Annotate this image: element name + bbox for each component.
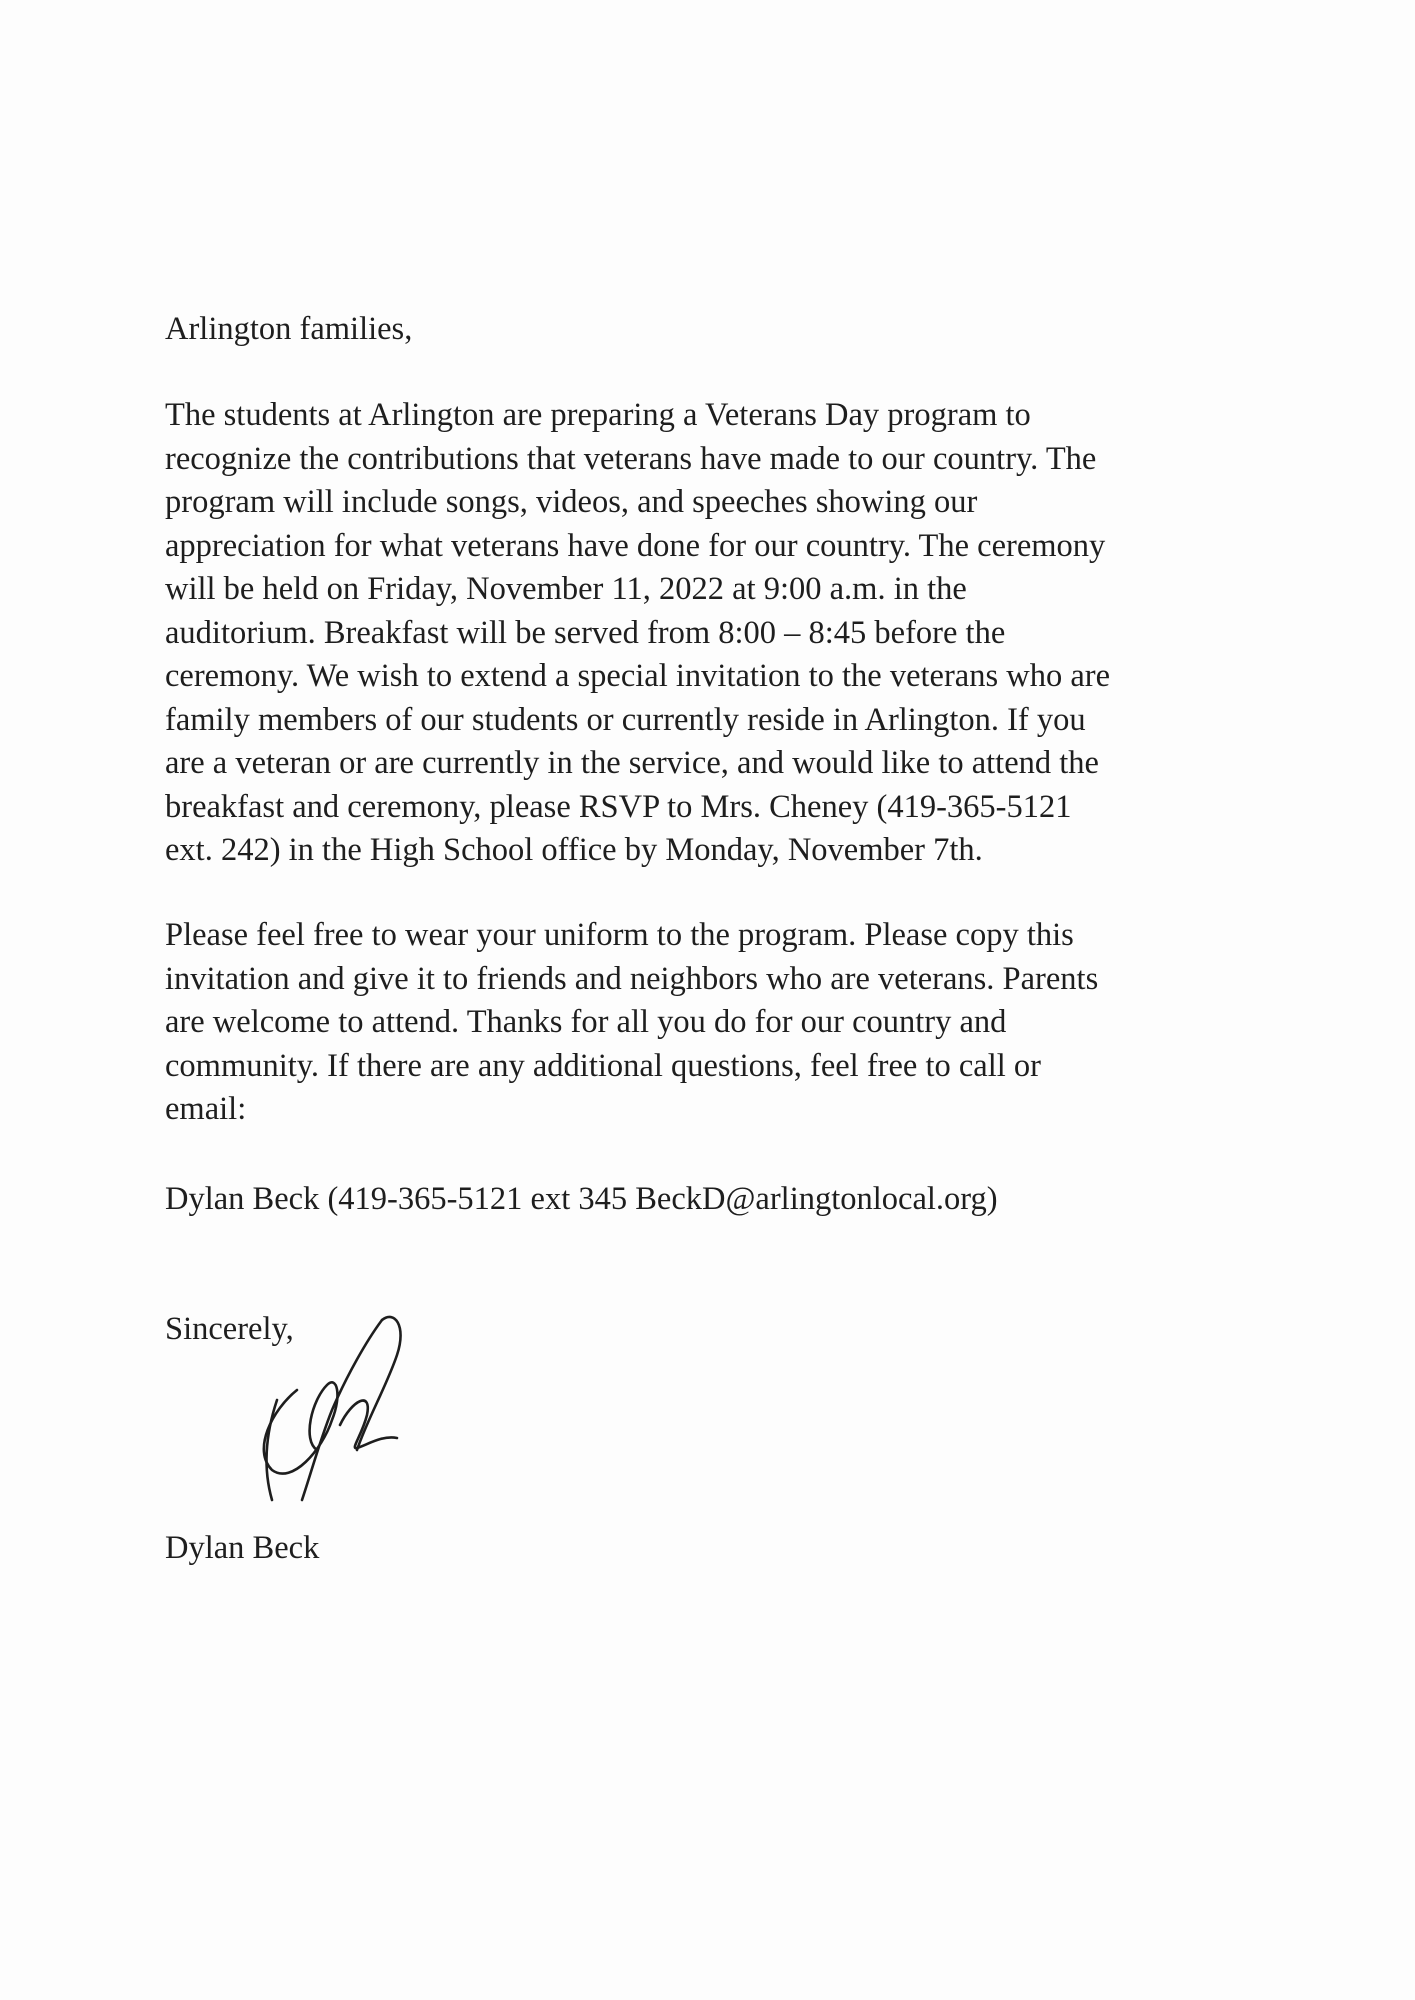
paragraph-line: program will include songs, videos, and speeches showing our: [165, 484, 978, 520]
paragraph-line: are a veteran or are currently in the service, and would like to attend the: [165, 745, 1099, 781]
paragraph-line: family members of our students or currently reside in Arlington. If you: [165, 701, 1086, 738]
paragraph-line: auditorium. Breakfast will be served from 8:00 – 8:45 before the: [165, 614, 1006, 651]
greeting: Arlington families,: [165, 311, 413, 347]
signature-icon: [232, 1300, 422, 1520]
paragraph-line: appreciation for what veterans have done for our country. The ceremony: [165, 527, 1106, 564]
signer-name: Dylan Beck: [165, 1530, 320, 1566]
paragraph-invitation: [165, 394, 1110, 873]
paragraph-line: recognize the contributions that veterans have made to our country. The: [165, 440, 1097, 477]
paragraph-line: Please feel free to wear your uniform to the program. Please copy this: [165, 917, 1074, 953]
paragraph-line: invitation and give it to friends and neighbors who are veterans. Parents: [165, 960, 1099, 997]
paragraph-line: ceremony. We wish to extend a special invitation to the veterans who are: [165, 658, 1110, 694]
paragraph-line: ext. 242) in the High School office by Monday, November 7th.: [165, 832, 983, 868]
contact-info: Dylan Beck (419-365-5121 ext 345 BeckD@arlingtonlocal.org): [165, 1181, 998, 1217]
paragraph-line: community. If there are any additional questions, feel free to call or: [165, 1047, 1041, 1084]
paragraph-line: The students at Arlington are preparing a Veterans Day program to: [165, 397, 1031, 433]
paragraph-line: email:: [165, 1091, 247, 1127]
paragraph-line: will be held on Friday, November 11, 2022 at 9:00 a.m. in the: [165, 571, 967, 607]
closing: Sincerely,: [165, 1311, 294, 1347]
paragraph-details: [165, 914, 1098, 1132]
paragraph-line: are welcome to attend. Thanks for all you do for our country and: [165, 1004, 1007, 1040]
paragraph-line: breakfast and ceremony, please RSVP to Mrs. Cheney (419-365-5121: [165, 788, 1072, 825]
